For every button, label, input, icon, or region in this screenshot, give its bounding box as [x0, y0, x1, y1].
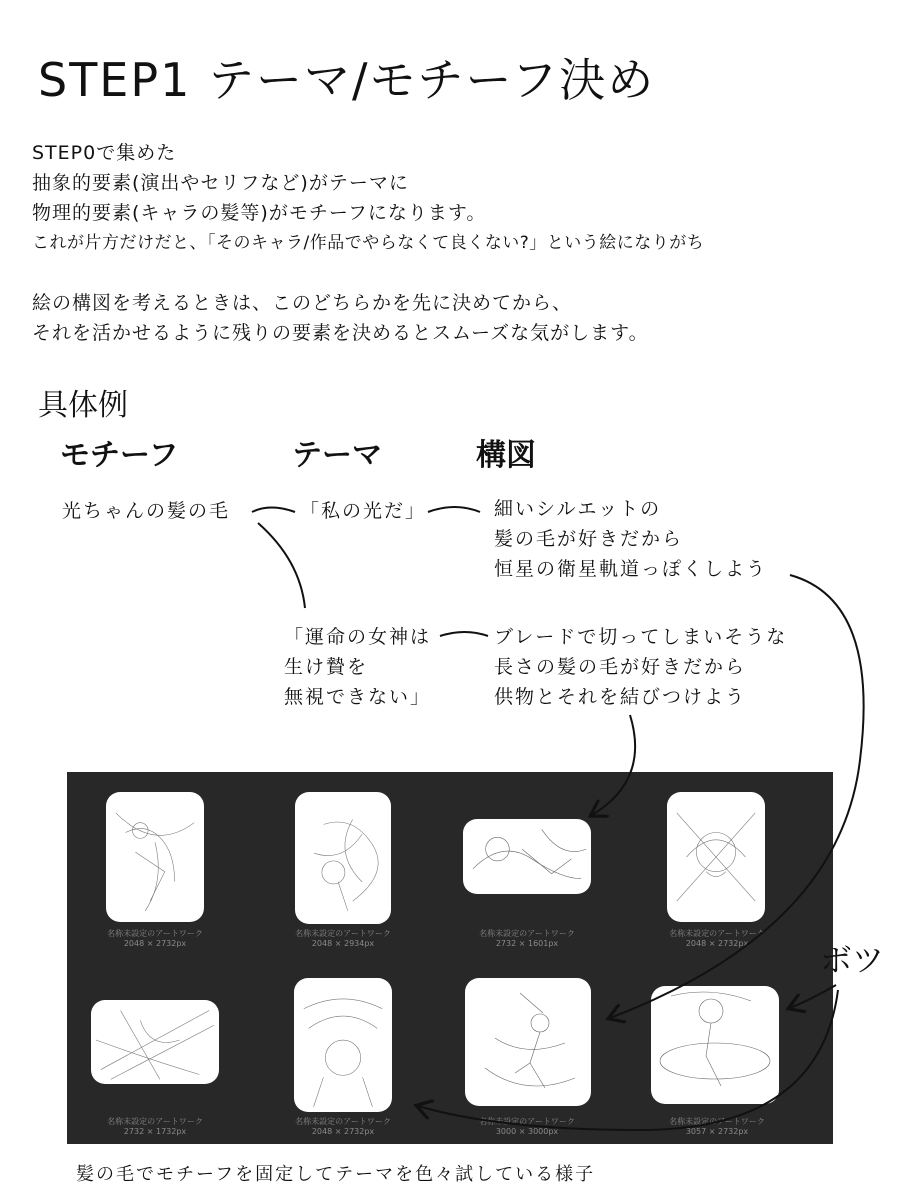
column-motif: モチーフ	[60, 438, 179, 473]
artwork-caption: 名称未設定のアートワーク 2048 × 2732px	[669, 929, 765, 948]
connector-arrow	[790, 985, 836, 1008]
connector-line	[428, 507, 480, 512]
artwork-caption: 名称未設定のアートワーク 2048 × 2732px	[107, 929, 203, 948]
connector-line	[252, 508, 295, 513]
artwork-caption: 名称未設定のアートワーク 3057 × 2732px	[669, 1117, 765, 1136]
rejected-label: ボツ	[820, 941, 885, 979]
theme-note-2: 「運命の女神は 生け贄を 無視できない」	[284, 626, 432, 708]
motif-note: 光ちゃんの髪の毛	[62, 500, 231, 522]
artwork-caption: 名称未設定のアートワーク 2732 × 1601px	[479, 929, 575, 948]
connector-arrow	[610, 575, 864, 1018]
intro-line: それを活かせるように残りの要素を決めるとスムーズな気がします。	[32, 322, 649, 344]
intro-line: STEP0で集めた	[32, 142, 177, 164]
artwork-caption: 名称未設定のアートワーク 3000 × 3000px	[479, 1117, 575, 1136]
column-composition: 構図	[476, 438, 536, 473]
intro-line: これが片方だけだと、「そのキャラ/作品でやらなくて良くない?」という絵になりがち	[32, 233, 705, 253]
artwork-caption: 名称未設定のアートワーク 2732 × 1732px	[107, 1117, 203, 1136]
connector-arrow	[592, 715, 635, 815]
intro-line: 絵の構図を考えるときは、このどちらかを先に決めてから、	[32, 292, 573, 314]
page-title: STEP1 テーマ/モチーフ決め	[38, 53, 656, 107]
example-heading: 具体例	[38, 388, 128, 423]
artwork-caption: 名称未設定のアートワーク 2048 × 2732px	[295, 1117, 391, 1136]
theme-note-1: 「私の光だ」	[300, 500, 427, 522]
composition-note-2: ブレードで切ってしまいそうな 長さの髪の毛が好きだから 供物とそれを結びつけよう	[494, 626, 788, 708]
artwork-caption: 名称未設定のアートワーク 2048 × 2934px	[295, 929, 391, 948]
intro-line: 物理的要素(キャラの髪等)がモチーフになります。	[32, 202, 487, 224]
connector-line	[258, 523, 305, 608]
caption-footer: 髪の毛でモチーフを固定してテーマを色々試している様子	[76, 1164, 596, 1185]
intro-line: 抽象的要素(演出やセリフなど)がテーマに	[32, 172, 409, 194]
composition-note-1: 細いシルエットの 髪の毛が好きだから 恒星の衛星軌道っぽくしよう	[494, 498, 768, 580]
column-theme: テーマ	[292, 438, 382, 473]
connector-line	[440, 632, 488, 636]
